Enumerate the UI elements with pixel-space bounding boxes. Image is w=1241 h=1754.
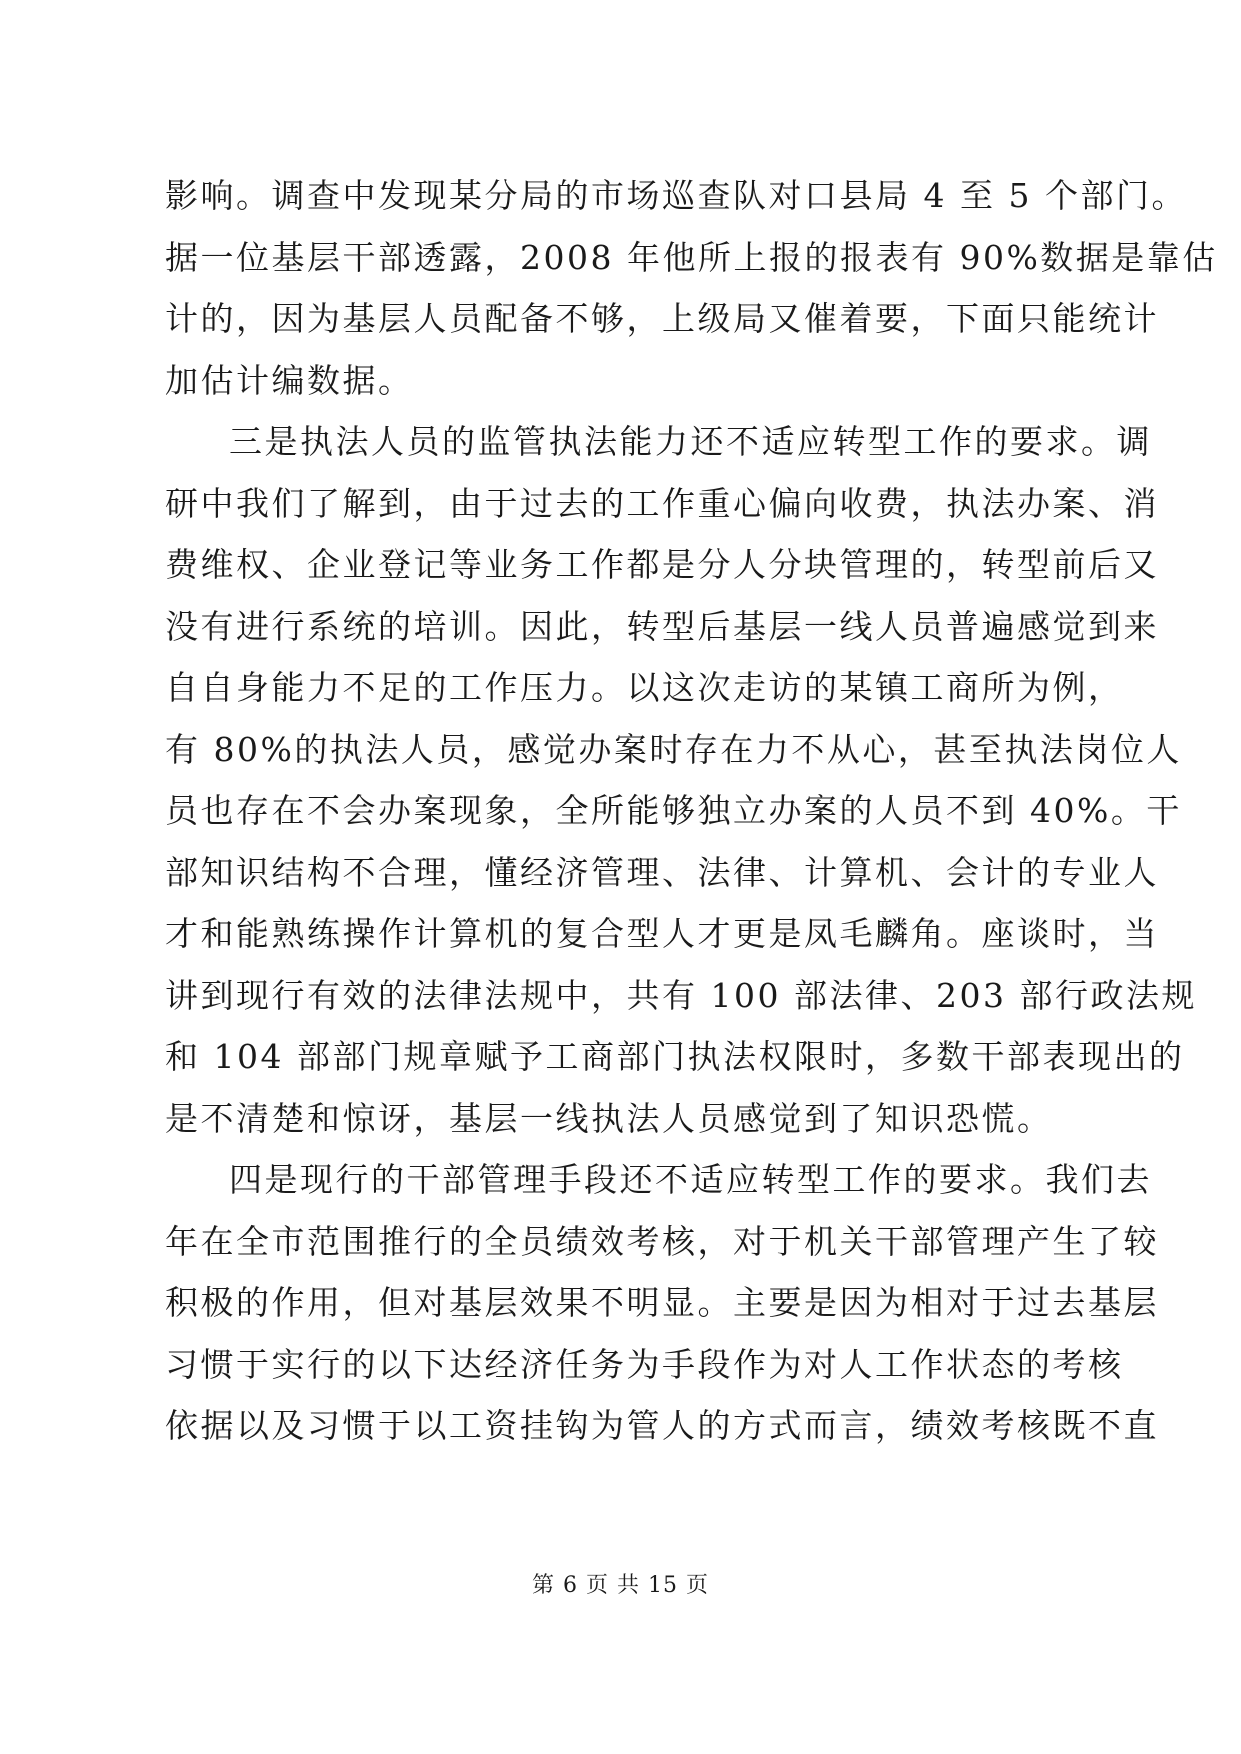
document-body: [165, 165, 1218, 1457]
paragraph-start-line: 四是现行的干部管理手段还不适应转型工作的要求。我们去: [229, 1160, 1152, 1199]
text-line: 没有进行系统的培训。因此，转型后基层一线人员普遍感觉到来: [165, 606, 1159, 646]
text-line: 积极的作用，但对基层效果不明显。主要是因为相对于过去基层: [165, 1283, 1159, 1322]
text-line: 依据以及习惯于以工资挂钩为管人的方式而言，绩效考核既不直: [165, 1406, 1159, 1445]
text-line: 讲到现行有效的法律法规中，共有 100 部法律、203 部行政法规: [165, 975, 1197, 1015]
text-line: 影响。调查中发现某分局的市场巡查队对口县局 4 至 5 个部门。: [165, 176, 1187, 215]
text-line: 习惯于实行的以下达经济任务为手段作为对人工作状态的考核: [165, 1344, 1124, 1384]
page-number: 第 6 页 共 15 页: [532, 1573, 709, 1598]
text-line: 有 80%的执法人员，感觉办案时存在力不从心，甚至执法岗位人: [165, 729, 1182, 769]
text-line: 费维权、企业登记等业务工作都是分人分块管理的，转型前后又: [165, 545, 1159, 584]
text-line: 和 104 部部门规章赋予工商部门执法权限时，多数干部表现出的: [165, 1037, 1185, 1076]
text-line: 据一位基层干部透露，2008 年他所上报的报表有 90%数据是靠估: [165, 237, 1218, 277]
text-line: 计的，因为基层人员配备不够，上级局又催着要，下面只能统计: [165, 299, 1159, 338]
text-line: 是不清楚和惊讶，基层一线执法人员感觉到了知识恐慌。: [165, 1098, 1053, 1138]
text-line: 部知识结构不合理，懂经济管理、法律、计算机、会计的专业人: [165, 852, 1159, 892]
text-line: 加估计编数据。: [165, 360, 414, 400]
text-line: 自自身能力不足的工作压力。以这次走访的某镇工商所为例，: [165, 668, 1124, 707]
text-line: 研中我们了解到，由于过去的工作重心偏向收费，执法办案、消: [165, 483, 1159, 523]
text-line: 年在全市范围推行的全员绩效考核，对于机关干部管理产生了较: [165, 1221, 1159, 1261]
text-line: 才和能熟练操作计算机的复合型人才更是凤毛麟角。座谈时，当: [165, 914, 1159, 953]
text-line: 员也存在不会办案现象，全所能够独立办案的人员不到 40%。干: [165, 791, 1182, 830]
paragraph-start-line: 三是执法人员的监管执法能力还不适应转型工作的要求。调: [229, 422, 1152, 461]
